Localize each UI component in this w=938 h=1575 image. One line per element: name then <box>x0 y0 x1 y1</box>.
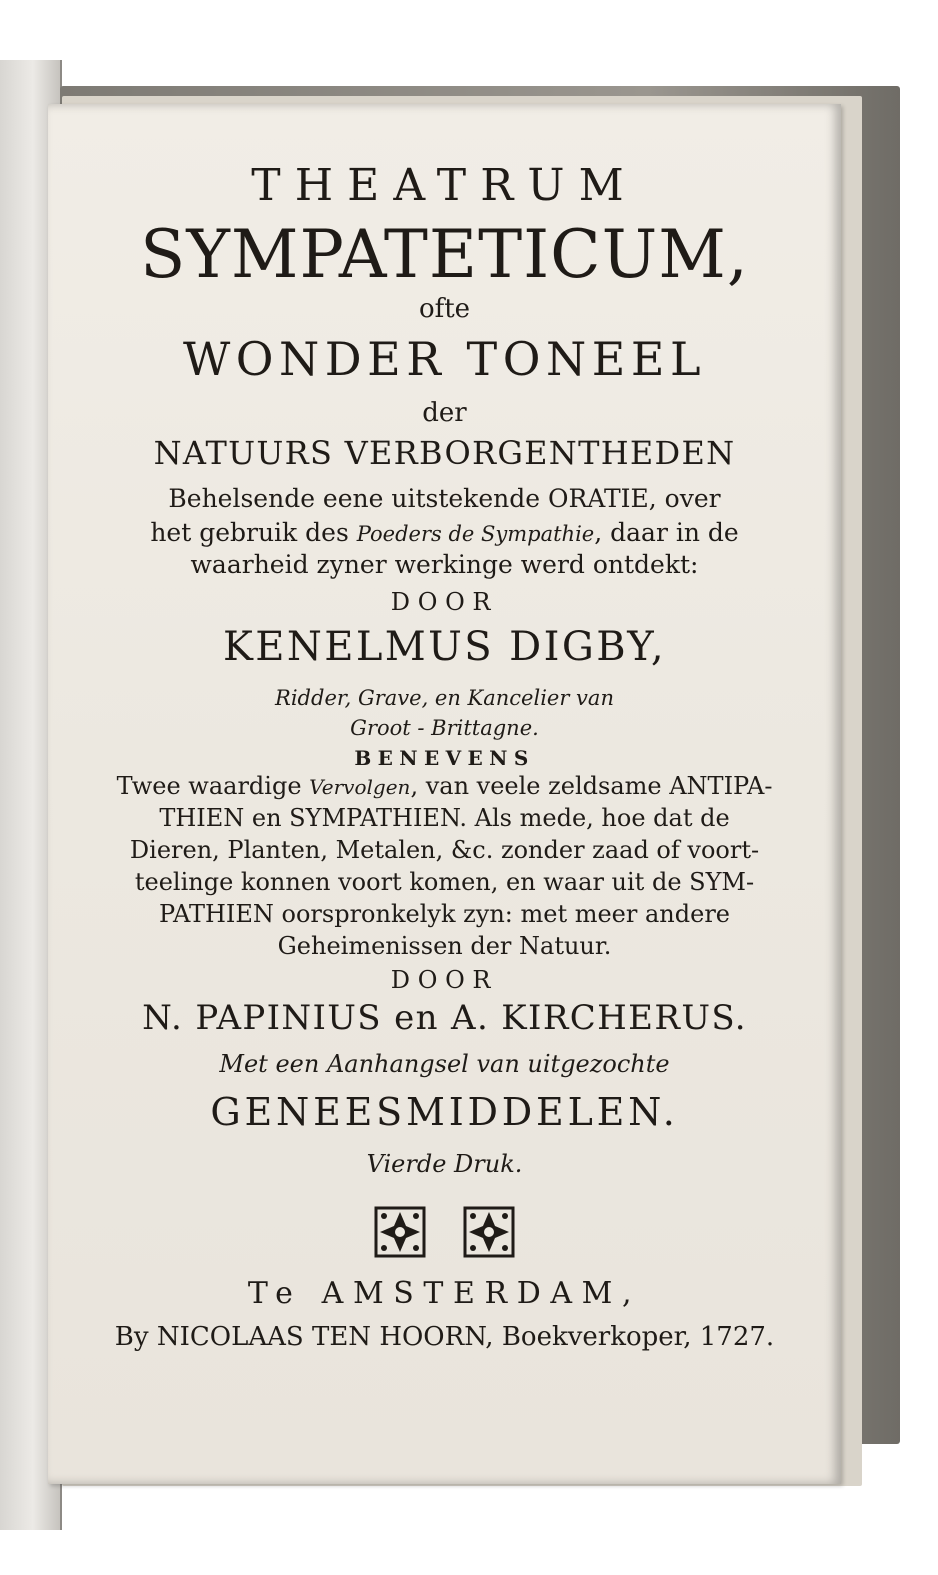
door-label-2: DOOR <box>390 966 499 994</box>
description-line-2c: , daar in de <box>594 518 739 547</box>
ornament-row <box>48 1206 841 1262</box>
body-line-2: THIEN en SYMPATHIEN. Als mede, hoe dat de <box>159 804 730 832</box>
title-line-sympateticum: SYMPATETICUM, <box>140 216 749 293</box>
appendix-line: Met een Aanhangsel van uitgezochte <box>219 1050 670 1078</box>
description-line-2a: het gebruik des <box>150 518 357 547</box>
body-line-1b: Vervolgen <box>309 775 411 799</box>
title-line-verborgentheden: NATUURS VERBORGENTHEDEN <box>153 434 736 472</box>
description-line-1: Behelsende eene uitstekende ORATIE, over <box>168 484 721 513</box>
body-line-5: PATHIEN oorspronkelyk zyn: met meer andere <box>159 900 730 928</box>
title-line-wonder-toneel: WONDER TONEEL <box>182 332 707 386</box>
imprint-place: Te AMSTERDAM, <box>247 1276 642 1311</box>
body-line-6: Geheimenissen der Natuur. <box>277 932 612 960</box>
body-line-1 <box>48 772 841 800</box>
benevens-label: BENEVENS <box>354 746 535 770</box>
title-line-der: der <box>422 398 467 428</box>
body-line-3: Dieren, Planten, Metalen, &c. zonder zaad of voort- <box>129 836 760 864</box>
description-line-3: waarheid zyner werkinge werd ontdekt: <box>190 550 699 579</box>
title-line-ofte: ofte <box>418 294 471 324</box>
ornament-fleuron-icon <box>374 1206 426 1262</box>
door-label-1: DOOR <box>390 588 499 616</box>
imprint-publisher: By NICOLAAS TEN HOORN, Boekverkoper, 1727. <box>114 1322 775 1352</box>
description-line-2 <box>48 518 841 547</box>
body-line-1c: , van veele zeldsame ANTIPA- <box>410 772 773 800</box>
author-title-line-1: Ridder, Grave, en Kancelier van <box>275 686 614 710</box>
edition-line: Vierde Druk. <box>366 1150 523 1178</box>
body-line-4: teelinge konnen voort komen, en waar uit de SYM- <box>134 868 755 896</box>
body-line-1a: Twee waardige <box>116 772 310 800</box>
description-line-2b: Poeders de Sympathie <box>356 522 595 546</box>
ornament-fleuron-icon <box>463 1206 515 1262</box>
title-page <box>48 104 841 1484</box>
geneesmiddelen-heading: GENEESMIDDELEN. <box>210 1090 679 1134</box>
author-title-line-2: Groot - Brittagne. <box>350 716 539 740</box>
authors-papinius-kircherus: N. PAPINIUS en A. KIRCHERUS. <box>142 998 747 1038</box>
title-line-theatrum: THEATRUM <box>251 160 638 211</box>
author-digby: KENELMUS DIGBY, <box>222 624 667 670</box>
